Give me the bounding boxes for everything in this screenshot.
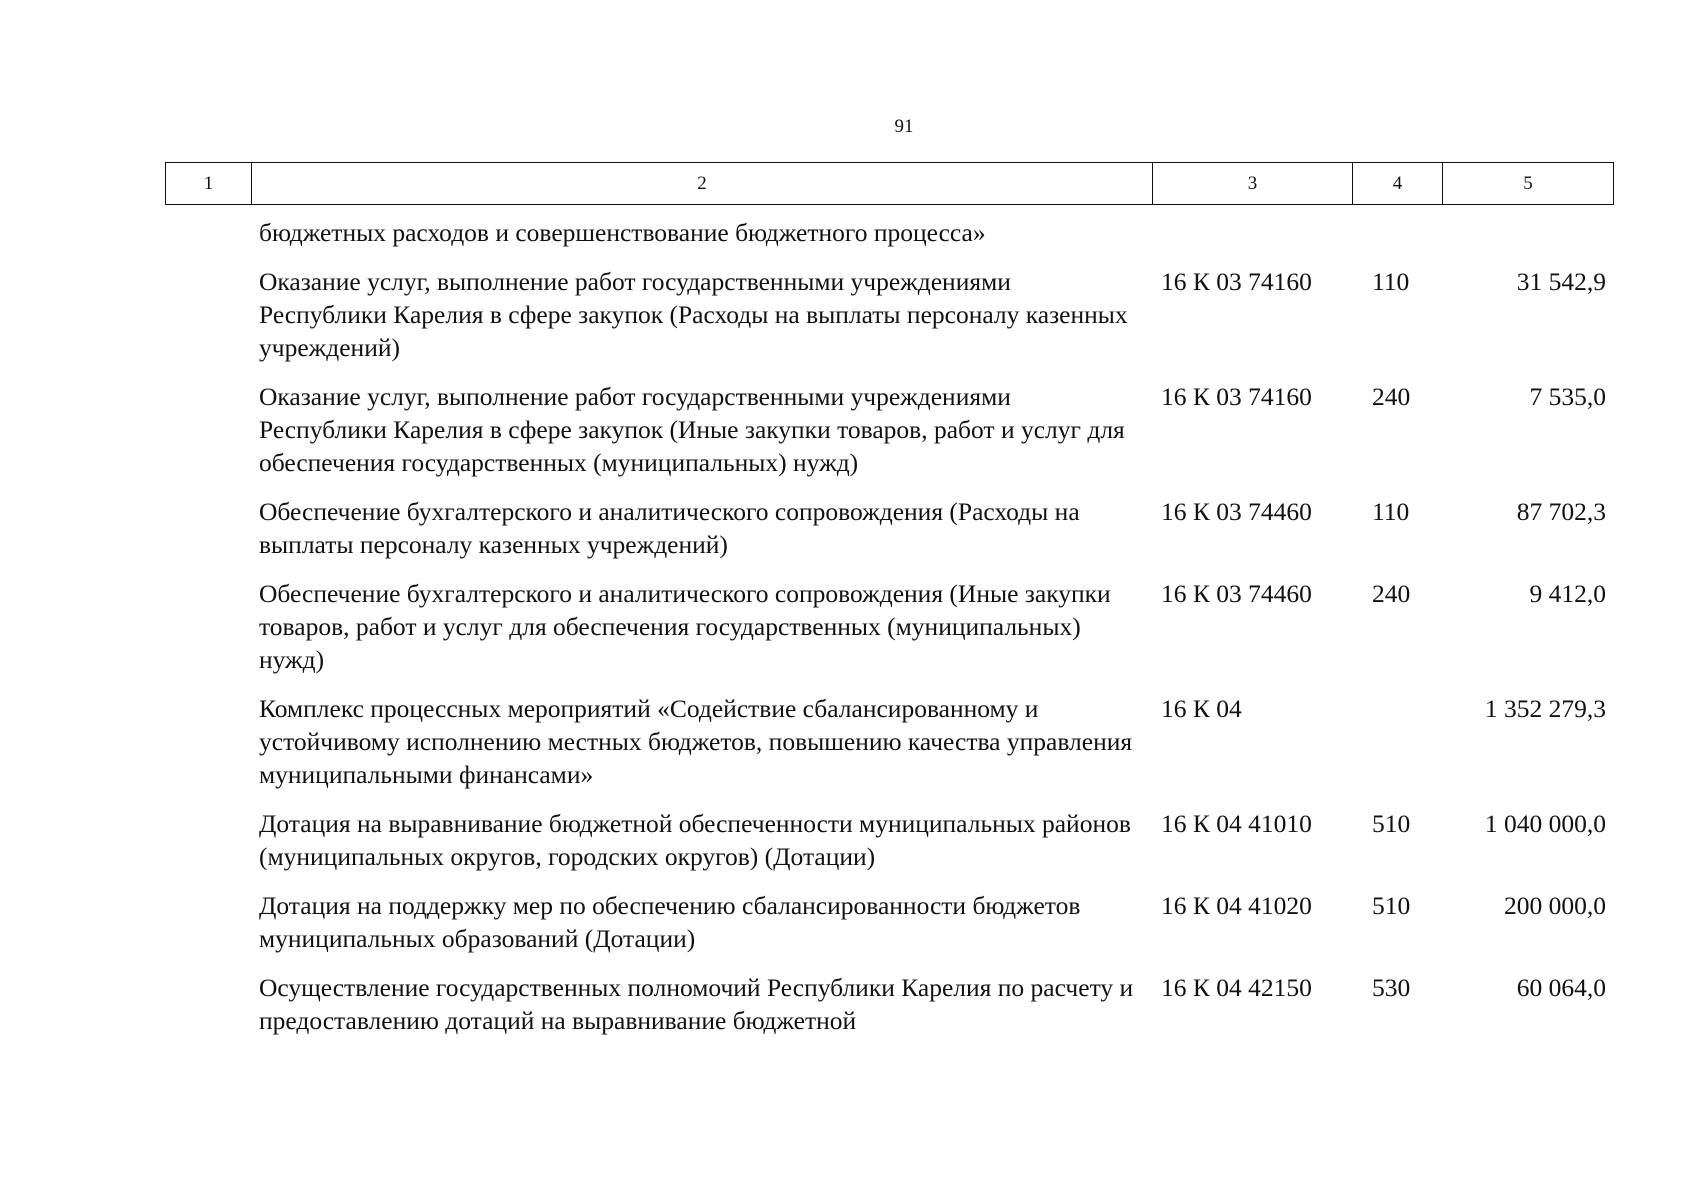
row-amount: 7 535,0 (1529, 382, 1606, 411)
page-number: 91 (894, 116, 914, 137)
row-code: 16 К 04 41010 (1161, 809, 1312, 838)
row-type: 510 (1372, 891, 1411, 920)
table-row (165, 971, 1614, 1037)
table-row (165, 265, 1614, 364)
row-amount: 1 040 000,0 (1484, 809, 1606, 838)
row-description: Обеспечение бухгалтерского и аналитического сопровождения (Расходы на выплаты персоналу казенных учреждений) (259, 497, 1080, 559)
row-description: Оказание услуг, выполнение работ государственными учреждениями Республики Карелия в сфере закупок (Иные закупки товаров, работ и услуг для обеспечения государственных (муниципальных) нужд) (259, 382, 1125, 477)
header-col-5: 5 (1523, 172, 1533, 194)
row-code: 16 К 04 42150 (1161, 973, 1312, 1002)
table-row (165, 577, 1614, 676)
row-number-cell (165, 216, 251, 249)
row-number-cell (165, 577, 251, 676)
row-description: Дотация на выравнивание бюджетной обеспеченности муниципальных районов (муниципальных округов, городских округов) (Дотации) (259, 809, 1131, 871)
row-description: Обеспечение бухгалтерского и аналитического сопровождения (Иные закупки товаров, работ и услуг для обеспечения государственных (муниципальных) нужд) (259, 579, 1111, 674)
row-type (1352, 692, 1442, 791)
table-row (165, 889, 1614, 955)
table-body (165, 216, 1614, 1037)
row-number-cell (165, 971, 251, 1037)
table-row (165, 807, 1614, 873)
row-code: 16 К 04 41020 (1161, 891, 1312, 920)
table-row (165, 216, 1614, 249)
row-code (1152, 216, 1352, 249)
row-type: 110 (1372, 267, 1410, 296)
row-amount: 9 412,0 (1529, 579, 1606, 608)
row-amount: 60 064,0 (1516, 973, 1606, 1002)
header-col-4: 4 (1353, 163, 1443, 204)
row-amount: 87 702,3 (1516, 497, 1606, 526)
row-code: 16 К 03 74160 (1161, 267, 1312, 296)
header-col-2: 2 (252, 163, 1153, 204)
row-amount: 1 352 279,3 (1484, 694, 1606, 723)
table-row (165, 380, 1614, 479)
table-row (165, 495, 1614, 561)
row-description: Осуществление государственных полномочий Республики Карелия по расчету и предоставлению дотаций на выравнивание бюджетной (259, 973, 1134, 1035)
row-type: 530 (1372, 973, 1411, 1002)
header-col-1: 1 (166, 163, 252, 204)
row-amount (1442, 216, 1614, 249)
row-description: Комплекс процессных мероприятий «Содействие сбалансированному и устойчивому исполнению местных бюджетов, повышению качества управления муниципальными финансами» (259, 694, 1133, 789)
row-amount: 200 000,0 (1504, 891, 1606, 920)
row-number-cell (165, 265, 251, 364)
header-col-3: 3 (1153, 163, 1353, 204)
row-type: 240 (1372, 579, 1411, 608)
table-header (165, 162, 1614, 205)
row-number-cell (165, 807, 251, 873)
row-description: Дотация на поддержку мер по обеспечению сбалансированности бюджетов муниципальных образований (Дотации) (259, 891, 1081, 953)
row-number-cell (165, 889, 251, 955)
row-description: Оказание услуг, выполнение работ государственными учреждениями Республики Карелия в сфере закупок (Расходы на выплаты персоналу казенных учреждений) (259, 267, 1128, 362)
row-type (1352, 216, 1442, 249)
row-code: 16 К 03 74460 (1161, 579, 1312, 608)
row-number-cell (165, 495, 251, 561)
row-code: 16 К 04 (1161, 694, 1242, 723)
row-type: 510 (1372, 809, 1411, 838)
row-code: 16 К 03 74160 (1161, 382, 1312, 411)
row-number-cell (165, 380, 251, 479)
row-type: 110 (1372, 497, 1410, 526)
table-row (165, 692, 1614, 791)
row-code: 16 К 03 74460 (1161, 497, 1312, 526)
row-amount: 31 542,9 (1516, 267, 1606, 296)
row-number-cell (165, 692, 251, 791)
row-description: бюджетных расходов и совершенствование бюджетного процесса» (259, 218, 986, 247)
row-type: 240 (1372, 382, 1411, 411)
